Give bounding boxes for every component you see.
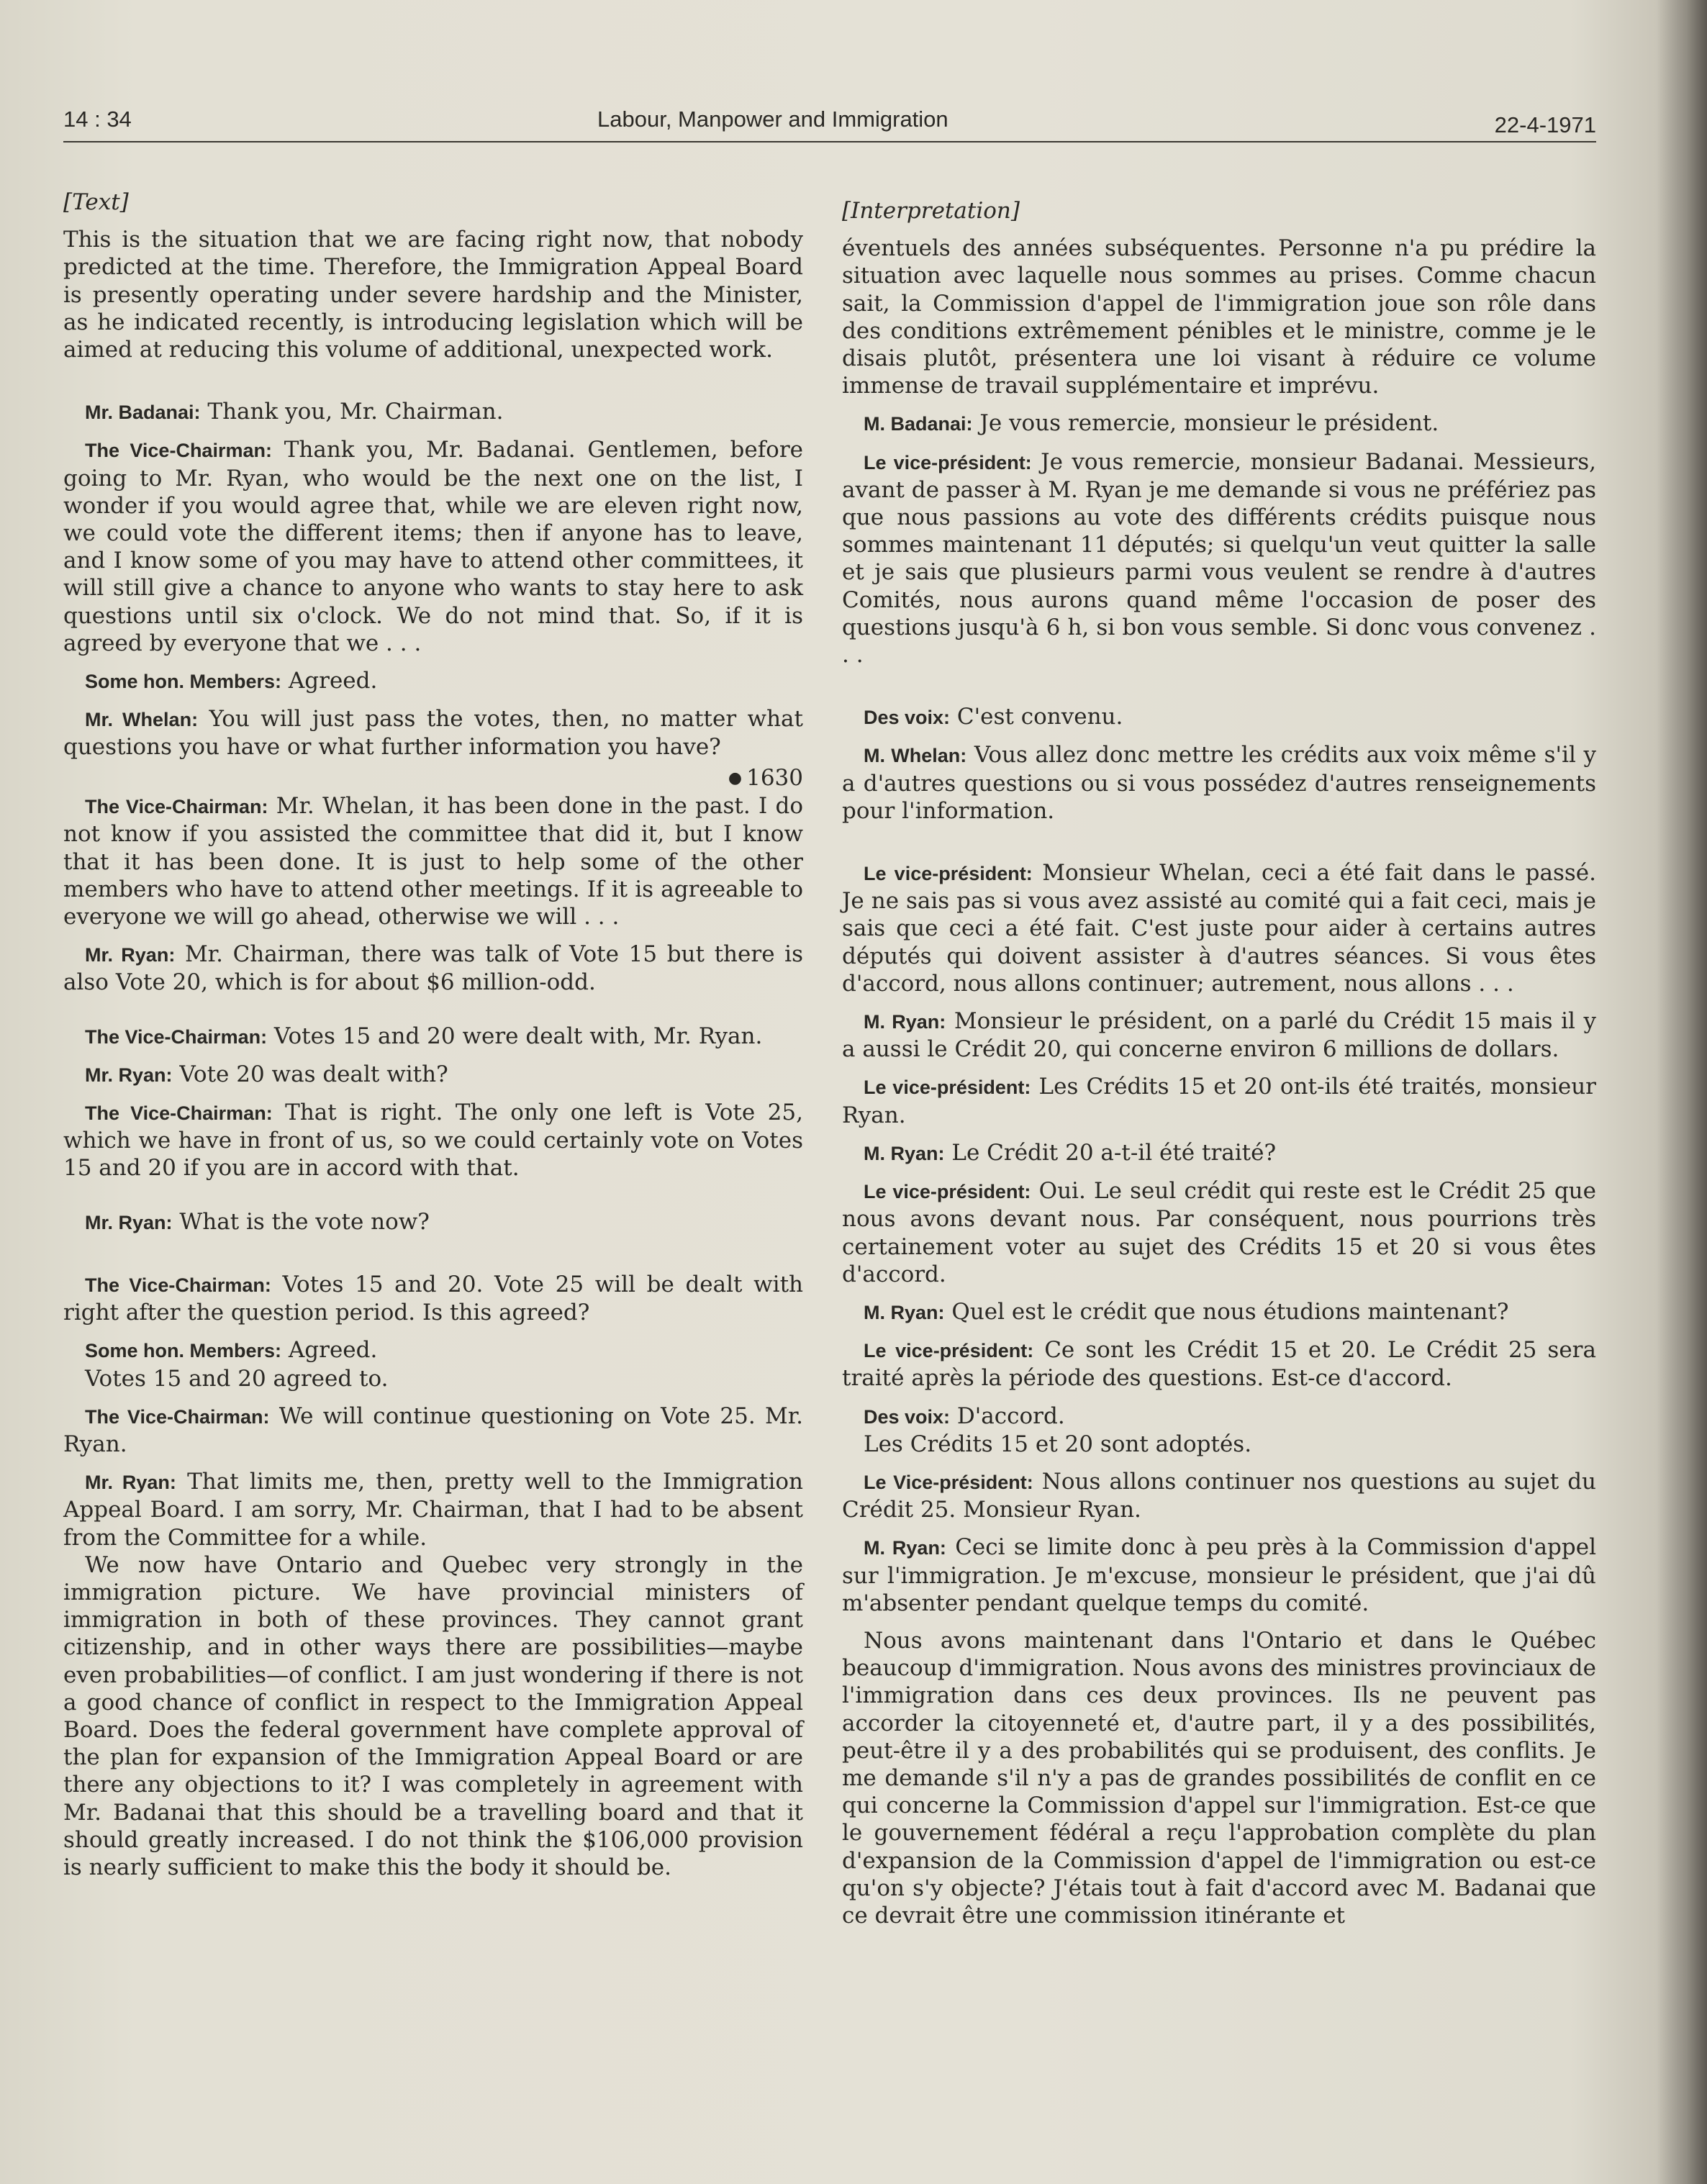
speech-text: Ce sont les Crédit 15 et 20. Le Crédit 25 sera traité après la période des questions. Est-ce d'accord. — [842, 1337, 1596, 1392]
speaker-name: Des voix: — [864, 1405, 951, 1428]
speech — [842, 1403, 1596, 1431]
speech — [842, 1177, 1596, 1288]
speech-text: C'est convenu. — [950, 704, 1123, 730]
page-number: 14 : 34 — [63, 107, 132, 132]
vote-result: Les Crédits 15 et 20 sont adoptés. — [864, 1431, 1252, 1457]
speech — [842, 1073, 1596, 1128]
running-title: Labour, Manpower and Immigration — [597, 107, 948, 132]
speech — [842, 1298, 1596, 1326]
speaker-name: M. Ryan: — [864, 1537, 946, 1559]
speech-text: D'accord. — [950, 1403, 1065, 1429]
speech-text: Agreed. — [281, 1337, 378, 1364]
speech-text: Je vous remercie, monsieur Badanai. Messieurs, avant de passer à M. Ryan je me demande si vous ne préfériez pas que nous passions au vote des différents crédits puisque nous sommes maintenant 11 députés; si quelqu'un veut quitter la salle et je sais que plusieurs parmi vous veulent se rendre à d'autres Comités, nous aurons quand même l'occasion de poser des questions jusqu'à 6 h, si bon vous semble. Si donc vous convenez . . . — [842, 448, 1596, 669]
speech-text: Oui. Le seul crédit qui reste est le Crédit 25 que nous avons devant nous. Par conséquent, nous pourrions très certainement voter au sujet des Crédits 15 et 20 si vous êtes d'accord. — [842, 1178, 1596, 1287]
speech-text: Monsieur le président, on a parlé du Crédit 15 mais il y a aussi le Crédit 20, qui concerne environ 6 millions de dollars. — [842, 1008, 1597, 1063]
speaker-name: M. Badanai: — [864, 413, 973, 435]
speech-text: Vous allez donc mettre les crédits aux voix même s'il y a d'autres questions ou si vous possédez d'autres renseignements pour l'information. — [842, 742, 1596, 824]
speech — [63, 1099, 803, 1182]
speaker-name: Le vice-président: — [864, 1181, 1031, 1203]
speech-text: Ceci se limite donc à peu près à la Commission d'appel sur l'immigration. Je m'excuse, monsieur le président, que j'ai dû m'absenter pendant quelque temps du comité. — [842, 1534, 1596, 1616]
speech — [63, 667, 803, 695]
speaker-name: M. Ryan: — [864, 1011, 946, 1033]
header-rule — [63, 141, 1596, 142]
paragraph: éventuels des années subséquentes. Personne n'a pu prédire la situation avec laquelle nous sommes au prises. Comme chacun sait, la Commission d'appel de l'immigration joue son rôle dans des conditions extrêmement pénibles et le ministre, comme je le disais plutôt, présentera une loi visant à réduire ce volume immense de travail supplémentaire et imprévu. — [842, 235, 1596, 399]
speaker-name: The Vice-Chairman: — [85, 1274, 271, 1296]
timestamp-value: 1630 — [746, 764, 803, 791]
speaker-name: Some hon. Members: — [85, 1340, 282, 1362]
speech — [842, 409, 1596, 438]
speaker-name: M. Ryan: — [864, 1142, 945, 1164]
timestamp: ● 1630 — [728, 764, 803, 791]
speech-text: Thank you, Mr. Badanai. Gentlemen, before going to Mr. Ryan, who would be the next one on the list, I wonder if you would agree that, while we are eleven right now, we could vote the different items; then if anyone has to leave, and I know some of you may have to attend other committees, it will still give a chance to anyone who wants to stay here to ask questions until six o'clock. We do not mind that. So, if it is agreed by everyone that we . . . — [63, 437, 803, 656]
speech — [842, 859, 1596, 997]
speech-text: Votes 15 and 20 were dealt with, Mr. Ryan. — [267, 1023, 763, 1049]
speech — [842, 741, 1596, 825]
speaker-name: Mr. Ryan: — [85, 1064, 173, 1086]
french-column — [842, 197, 1596, 1939]
speech-text: We will continue questioning on Vote 25. Mr. Ryan. — [63, 1403, 803, 1457]
speaker-name: Le vice-président: — [864, 451, 1032, 473]
speaker-name: Le vice-président: — [864, 1340, 1034, 1362]
section-marker: [Interpretation] — [842, 198, 1020, 224]
speaker-name: Mr. Ryan: — [85, 1211, 173, 1233]
speech — [63, 1271, 803, 1326]
speech — [842, 1007, 1596, 1063]
vote-result: Votes 15 and 20 agreed to. — [85, 1365, 389, 1392]
speaker-name: The Vice-Chairman: — [85, 440, 272, 462]
speech-text: Monsieur Whelan, ceci a été fait dans le passé. Je ne sais pas si vous avez assisté au comité qui a fait ceci, mais je sais que ceci a été fait. C'est juste pour aider à certains autres députés qui doivent assister à d'autres séances. Si vous êtes d'accord, nous allons continuer; autrement, nous allons . . . — [842, 860, 1596, 997]
speech-text: Quel est le crédit que nous étudions maintenant? — [944, 1298, 1509, 1325]
speech — [842, 1139, 1596, 1167]
speech — [63, 792, 803, 930]
speaker-name: Le Vice-président: — [864, 1471, 1033, 1493]
header-date: 22-4-1971 — [1494, 112, 1596, 137]
speaker-name: M. Ryan: — [864, 1301, 945, 1323]
speaker-name: The Vice-Chairman: — [85, 796, 268, 818]
speech-text: Mr. Whelan, it has been done in the past. I do not know if you assisted the committee that did it, but I know that it has been done. It is just to help some of the other members who have to attend other meetings. If it is agreeable to everyone we will go ahead, otherwise we will . . . — [63, 793, 803, 930]
paragraph: Nous avons maintenant dans l'Ontario et dans le Québec beaucoup d'immigration. Nous avons des ministres provinciaux de l'immigration dans ces deux provinces. Ils ne peuvent pas accorder la citoyenneté et, d'autre part, il y a des possibilités, peut-être il y a des probabilités qui se produisent, des conflits. Je me demande s'il n'y a pas de grandes possibilités de conflit en ce qui concerne la Commission d'appel sur l'immigration. Est-ce que le gouvernement fédéral a reçu l'approbation complète du plan d'expansion de la Commission d'appel de l'immigration ou est-ce qu'on s'y objecte? J'étais tout à fait d'accord avec M. Badanai que ce devrait être une commission itinérante et — [842, 1627, 1596, 1929]
section-marker: [Text] — [63, 189, 129, 215]
speech — [63, 941, 803, 996]
paragraph: We now have Ontario and Quebec very strongly in the immigration picture. We have provincial ministers of immigration in both of these provinces. They cannot grant citizenship, and in other ways there are possibilities—maybe even probabilities—of conflict. I am just wondering if there is not a good chance of conflict in respect to the Immigration Appeal Board. Does the federal government have complete approval of the plan for expansion of the Immigration Appeal Board or are there any objections to it? I was completely in agreement with Mr. Badanai that this should be a travelling board and that it should greatly increased. I do not think the $106,000 provision is nearly sufficient to make this the body it should be. — [63, 1551, 803, 1880]
speech-text: Thank you, Mr. Chairman. — [200, 399, 504, 425]
paragraph: This is the situation that we are facing right now, that nobody predicted at the time. Therefore, the Immigration Appeal Board is presently operating under severe hardship and the Minister, as he indicated recently, is introducing legislation which will be aimed at reducing this volume of additional, unexpected work. — [63, 227, 803, 363]
speech-text: Votes 15 and 20. Vote 25 will be dealt with right after the question period. Is this agreed? — [63, 1271, 803, 1326]
speech — [63, 1336, 803, 1364]
english-column — [63, 189, 803, 1891]
page-edge-shadow — [1657, 0, 1707, 2184]
speaker-name: Le vice-président: — [864, 863, 1033, 885]
speech-text: Agreed. — [281, 668, 378, 694]
speech — [63, 1468, 803, 1551]
speaker-name: Mr. Badanai: — [85, 402, 201, 424]
speech — [842, 1336, 1596, 1392]
speech-text: Les Crédits 15 et 20 ont-ils été traités, monsieur Ryan. — [842, 1074, 1596, 1128]
speech — [63, 436, 803, 657]
speaker-name: The Vice-Chairman: — [85, 1025, 268, 1048]
speech — [63, 398, 803, 426]
speaker-name: The Vice-Chairman: — [85, 1102, 273, 1125]
speech-text: That limits me, then, pretty well to the Immigration Appeal Board. I am sorry, Mr. Chairman, that I had to be absent from the Committee for a while. — [63, 1469, 804, 1551]
speech — [842, 1468, 1596, 1523]
speaker-name: Le vice-président: — [864, 1077, 1031, 1099]
speaker-name: Some hon. Members: — [85, 671, 282, 693]
speech-text: Nous allons continuer nos questions au sujet du Crédit 25. Monsieur Ryan. — [842, 1468, 1596, 1523]
speech-text: Je vous remercie, monsieur le président. — [972, 410, 1439, 437]
speech-text: You will just pass the votes, then, no matter what questions you have or what further information you have? — [63, 706, 803, 761]
speaker-name: The Vice-Chairman: — [85, 1405, 270, 1428]
speech — [63, 705, 803, 761]
speaker-name: Mr. Ryan: — [85, 944, 176, 966]
speaker-name: M. Whelan: — [864, 745, 967, 767]
speech — [63, 1023, 803, 1051]
speaker-name: Des voix: — [864, 707, 951, 729]
speech-text: That is right. The only one left is Vote 25, which we have in front of us, so we could certainly vote on Votes 15 and 20 if you are in accord with that. — [63, 1100, 803, 1182]
speech-text: What is the vote now? — [172, 1208, 430, 1235]
speech-text: Mr. Chairman, there was talk of Vote 15 but there is also Vote 20, which is for about $6 million-odd. — [63, 941, 803, 996]
speech — [63, 1403, 803, 1458]
speaker-name: Mr. Whelan: — [85, 709, 199, 731]
page-header — [63, 102, 1596, 142]
speech-text: Le Crédit 20 a-t-il été traité? — [944, 1139, 1277, 1166]
speech — [842, 448, 1596, 669]
speech — [842, 703, 1596, 731]
speaker-name: Mr. Ryan: — [85, 1472, 176, 1494]
speech — [842, 1533, 1596, 1617]
speech-text: Vote 20 was dealt with? — [172, 1061, 448, 1087]
speech — [63, 1061, 803, 1089]
speech — [63, 1208, 803, 1236]
